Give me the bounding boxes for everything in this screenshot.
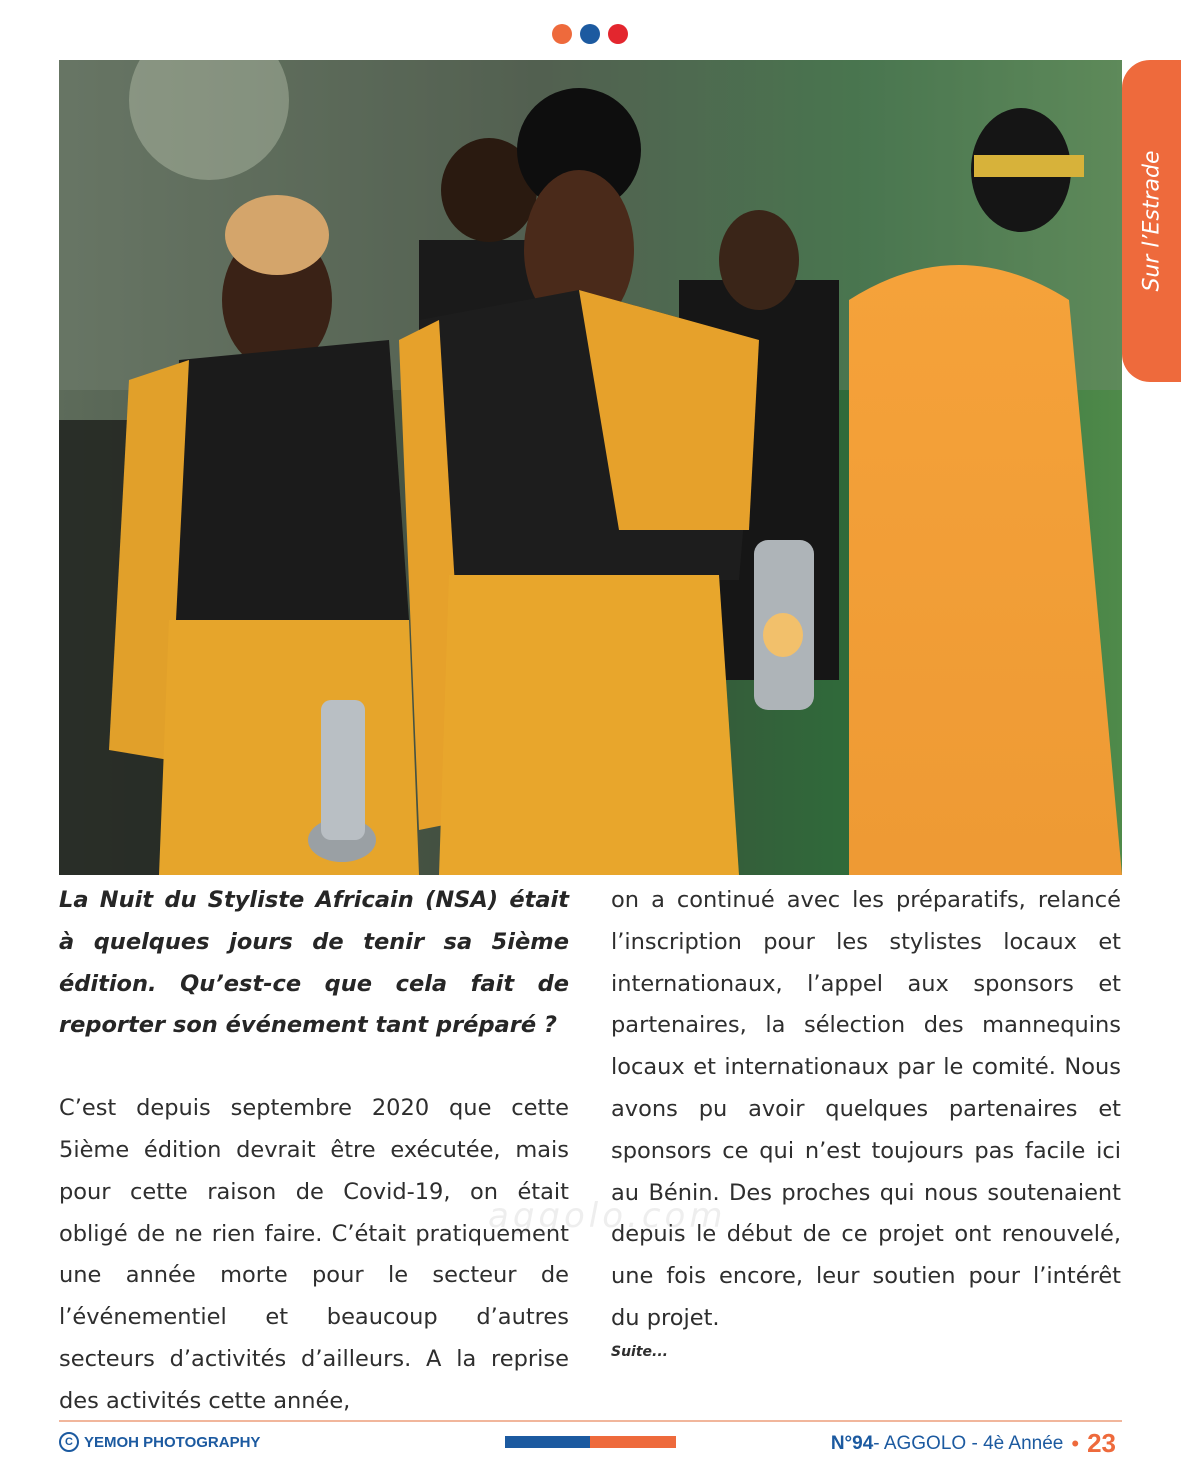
footer-bar-blue	[505, 1436, 590, 1448]
article-left-column	[59, 880, 569, 1423]
blue-dot	[580, 24, 600, 44]
photo-credit-text: YEMOH PHOTOGRAPHY	[84, 1433, 261, 1451]
interview-question: La Nuit du Styliste Africain (NSA) était à quelques jours de tenir sa 5ième édition. Qu’est-ce que cela fait de reporter son événement tant préparé ?	[59, 887, 569, 1039]
header-dots	[552, 24, 628, 44]
issue-details: - AGGOLO - 4è Année	[873, 1432, 1064, 1454]
fashion-show-photo	[59, 60, 1122, 875]
red-dot	[608, 24, 628, 44]
footer-divider	[59, 1420, 1122, 1422]
continued-label: Suite...	[611, 1343, 668, 1360]
footer-bar-orange	[590, 1436, 676, 1448]
page-number: 23	[1087, 1428, 1116, 1458]
section-tab-label: Sur l’Estrade	[1139, 150, 1164, 292]
issue-info	[831, 1428, 1116, 1459]
interview-answer-right: on a continué avec les préparatifs, relancé l’inscription pour les stylistes locaux et internationaux, l’appel aux sponsors et partenaires, la sélection des mannequins locaux et internationaux par le comité. Nous avons pu avoir quelques partenaires et sponsors ce qui n’est toujours pas facile ici au Bénin. Des proches qui nous soutenaient depuis le début de ce projet ont renouvelé, une fois encore, leur soutien pour l’intérêt du projet.	[611, 887, 1121, 1331]
watermark: aggolo.com	[488, 1196, 727, 1236]
issue-number: N°94	[830, 1432, 874, 1454]
photo-credit	[59, 1432, 260, 1452]
section-tab	[1122, 60, 1181, 382]
article-right-column	[611, 880, 1121, 1362]
copyright-icon: C	[59, 1432, 79, 1452]
interview-answer-left: C’est depuis septembre 2020 que cette 5ième édition devrait être exécutée, mais pour cette raison de Covid-19, on était obligé de ne rien faire. C’était pratiquement une année morte pour le secteur de l’événementiel et beaucoup d’autres secteurs d’activités d’ailleurs. A la reprise des activités cette année,	[59, 1095, 569, 1414]
orange-dot	[552, 24, 572, 44]
bullet-separator: •	[1071, 1430, 1080, 1456]
